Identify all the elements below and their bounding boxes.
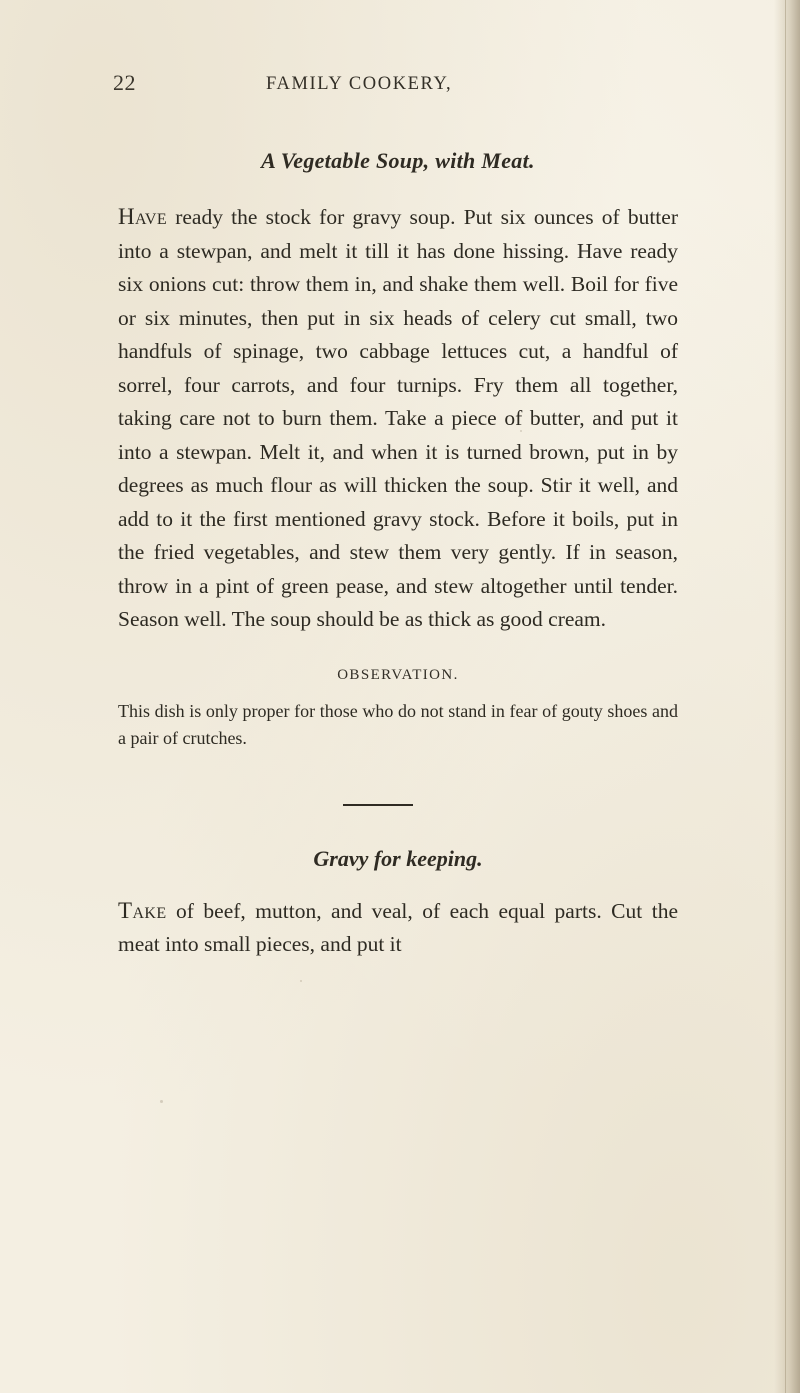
section-divider-rule [343, 804, 413, 806]
observation-heading: OBSERVATION. [337, 666, 459, 683]
page-edge-shadow [774, 0, 800, 1393]
body-remainder: of beef, mutton, and veal, of each equal parts. Cut the meat into small pieces, and put it [118, 898, 678, 956]
body-remainder: ready the stock for gravy soup. Put six ounces of butter into a stewpan, and melt it till it has done hissing. Have ready six onions cut: throw them in, and shake them well. Boil for five or six minutes, then put in six heads of celery cut small, two handfuls of spinage, two cabbage lettuces cut, a handful of sorrel, four carrots, and four turnips. Fry them all together, taking care not to burn them. Take a piece of butter, and put it into a stewpan. Melt it, and when it is turned brown, put in by degrees as much flour as will thicken the soup. Stir it well, and add to it the first mentioned gravy stock. Before it boils, put in the fried vegetables, and stew them very gently. If in season, throw in a pint of green pease, and stew altogether until tender. Season well. The soup should be as thick as good cream. [118, 205, 678, 631]
lead-word: Have [118, 204, 168, 229]
paper-speck [160, 1100, 163, 1103]
running-head-title: FAMILY COOKERY, [266, 74, 453, 94]
running-head [113, 70, 678, 104]
recipe-body-gravy [118, 894, 678, 962]
recipe-title-gravy: Gravy for keeping. [313, 845, 483, 871]
lead-word: Take [118, 897, 167, 923]
recipe-title-vegetable-soup: A Vegetable Soup, with Meat. [261, 148, 535, 173]
page-content [113, 70, 678, 962]
page-edge-line [785, 0, 786, 1393]
page-number: 22 [113, 70, 136, 95]
paper-speck [300, 980, 302, 982]
recipe-body-vegetable-soup [118, 200, 678, 637]
observation-text: This dish is only proper for those who do not stand in fear of gouty shoes and a pair of crutches. [118, 700, 678, 748]
